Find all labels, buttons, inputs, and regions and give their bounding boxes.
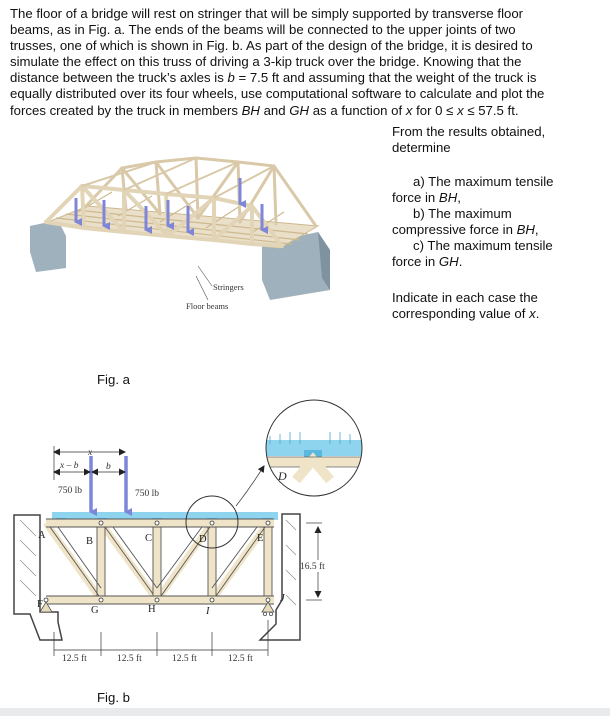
- height-dim: 16.5 ft: [300, 562, 325, 572]
- fig-a-bridge: [30, 158, 330, 311]
- span-1: 12.5 ft: [62, 654, 87, 664]
- problem-statement: The floor of a bridge will rest on stringer that will be simply supported by transverse floor beams, as in Fig. a. The ends of the beams will be connected to the upper joints of two trusses, one of which is shown in Fig. b. As part of the design of the bridge, it is desired to simulate the effect on this truss of driving a 3-kip truck over the bridge. Knowing that the distance between the truck’s axles is b = 7.5 ft and assuming that the weight of the truck is equally distributed over its four wheels, use computational software to calculate and plot the forces created by the truck in members BH and GH as a function of x for 0 ≤ x ≤ 57.5 ft.: [10, 6, 545, 118]
- dim-x: x: [88, 448, 93, 458]
- pier-left: [30, 220, 66, 272]
- span-2: 12.5 ft: [117, 654, 142, 664]
- question-a: a) The maximum tensile force in BH,: [392, 174, 554, 206]
- span-3: 12.5 ft: [172, 654, 197, 664]
- joint-b: B: [86, 536, 94, 547]
- load-label-1: 750 lb: [58, 486, 83, 496]
- joint-d: D: [199, 534, 207, 545]
- question-c: c) The maximum tensile force in GH.: [392, 238, 553, 270]
- detail-d-label: D: [278, 469, 287, 483]
- floor-beams-label: Floor beams: [186, 301, 229, 311]
- bottom-bar: [0, 708, 610, 716]
- stringers-label: Stringers: [213, 282, 244, 292]
- determine-text: From the results obtained, determine: [392, 124, 546, 156]
- joint-g: G: [91, 605, 99, 616]
- indicate-text: Indicate in each case the corresponding value of x.: [392, 290, 540, 322]
- load-label-2: 750 lb: [135, 489, 160, 499]
- fig-a-label: Fig. a: [97, 372, 130, 387]
- fig-b-truss: [14, 400, 372, 664]
- joint-c: C: [145, 533, 153, 544]
- joint-f: F: [37, 599, 43, 610]
- fig-b-label: Fig. b: [97, 690, 130, 705]
- joint-j: J: [280, 593, 285, 604]
- dim-x-minus-b: x – b: [60, 461, 79, 471]
- joint-e: E: [257, 533, 264, 544]
- question-b: b) The maximum compressive force in BH,: [392, 206, 539, 238]
- detail-circle-large: [260, 400, 372, 496]
- joint-h: H: [148, 604, 156, 615]
- span-4: 12.5 ft: [228, 654, 253, 664]
- joint-i: I: [206, 606, 210, 617]
- dim-b: b: [106, 462, 111, 472]
- joint-a: A: [38, 530, 46, 541]
